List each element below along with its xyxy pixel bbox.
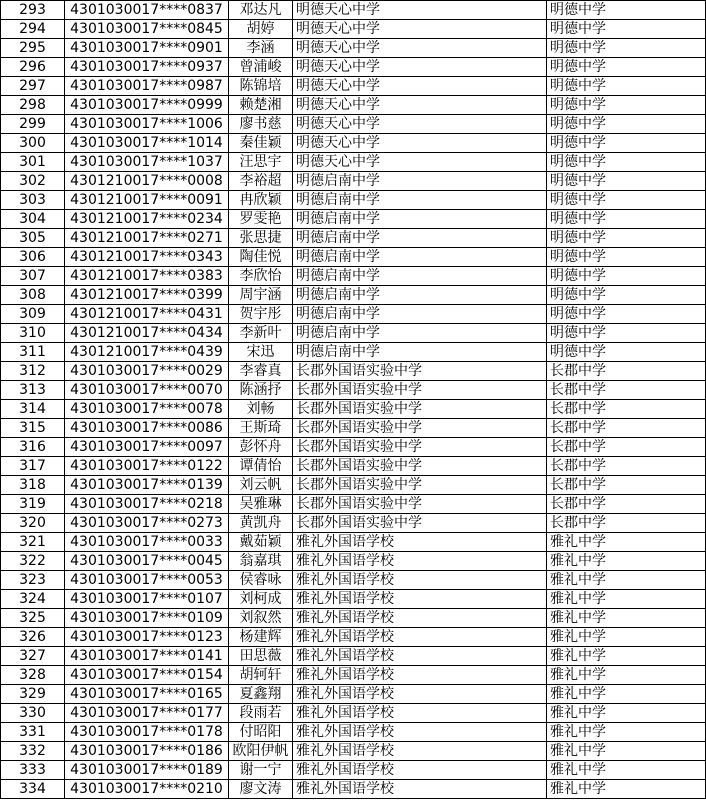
- row-number-cell: 330: [1, 704, 65, 723]
- origin-school-cell: 明德天心中学: [293, 153, 547, 172]
- origin-school-cell: 雅礼外国语学校: [293, 552, 547, 571]
- row-number-cell: 297: [1, 77, 65, 96]
- origin-school-cell: 明德启南中学: [293, 267, 547, 286]
- origin-school-cell: 明德天心中学: [293, 20, 547, 39]
- id-number-cell: 4301030017****0154: [65, 666, 229, 685]
- student-name-cell: 罗雯艳: [229, 210, 293, 229]
- student-name-cell: 刘畅: [229, 400, 293, 419]
- id-number-cell: 4301030017****1037: [65, 153, 229, 172]
- student-name-cell: 胡轲轩: [229, 666, 293, 685]
- table-row: [1, 552, 706, 571]
- table-row: [1, 419, 706, 438]
- student-name-cell: 侯睿咏: [229, 571, 293, 590]
- row-number-cell: 306: [1, 248, 65, 267]
- admitted-school-cell: 明德中学: [547, 77, 706, 96]
- table-row: [1, 514, 706, 533]
- admitted-school-cell: 雅礼中学: [547, 704, 706, 723]
- row-number-cell: 296: [1, 58, 65, 77]
- origin-school-cell: 雅礼外国语学校: [293, 685, 547, 704]
- row-number-cell: 329: [1, 685, 65, 704]
- origin-school-cell: 明德启南中学: [293, 343, 547, 362]
- admitted-school-cell: 长郡中学: [547, 419, 706, 438]
- origin-school-cell: 雅礼外国语学校: [293, 533, 547, 552]
- id-number-cell: 4301030017****0097: [65, 438, 229, 457]
- admitted-school-cell: 明德中学: [547, 58, 706, 77]
- student-name-cell: 谢一宁: [229, 761, 293, 780]
- student-name-cell: 李新叶: [229, 324, 293, 343]
- id-number-cell: 4301030017****0123: [65, 628, 229, 647]
- student-name-cell: 刘云帆: [229, 476, 293, 495]
- row-number-cell: 334: [1, 780, 65, 799]
- table-row: [1, 248, 706, 267]
- student-name-cell: 田思薇: [229, 647, 293, 666]
- admitted-school-cell: 雅礼中学: [547, 571, 706, 590]
- admitted-school-cell: 明德中学: [547, 286, 706, 305]
- id-number-cell: 4301030017****0210: [65, 780, 229, 799]
- origin-school-cell: 长郡外国语实验中学: [293, 362, 547, 381]
- student-name-cell: 欧阳伊帆: [229, 742, 293, 761]
- id-number-cell: 4301030017****0109: [65, 609, 229, 628]
- id-number-cell: 4301030017****0033: [65, 533, 229, 552]
- student-name-cell: 黄凯舟: [229, 514, 293, 533]
- row-number-cell: 332: [1, 742, 65, 761]
- origin-school-cell: 长郡外国语实验中学: [293, 381, 547, 400]
- origin-school-cell: 长郡外国语实验中学: [293, 400, 547, 419]
- table-row: [1, 590, 706, 609]
- origin-school-cell: 明德天心中学: [293, 39, 547, 58]
- table-row: [1, 20, 706, 39]
- row-number-cell: 323: [1, 571, 65, 590]
- id-number-cell: 4301030017****0070: [65, 381, 229, 400]
- admitted-school-cell: 雅礼中学: [547, 590, 706, 609]
- row-number-cell: 294: [1, 20, 65, 39]
- id-number-cell: 4301030017****0901: [65, 39, 229, 58]
- admitted-school-cell: 明德中学: [547, 20, 706, 39]
- id-number-cell: 4301210017****0343: [65, 248, 229, 267]
- table-row: [1, 324, 706, 343]
- student-name-cell: 曾浦峻: [229, 58, 293, 77]
- id-number-cell: 4301030017****0178: [65, 723, 229, 742]
- student-name-cell: 刘柯成: [229, 590, 293, 609]
- student-name-cell: 戴茹颖: [229, 533, 293, 552]
- id-number-cell: 4301030017****0987: [65, 77, 229, 96]
- table-row: [1, 1, 706, 20]
- origin-school-cell: 明德启南中学: [293, 248, 547, 267]
- row-number-cell: 311: [1, 343, 65, 362]
- admitted-school-cell: 明德中学: [547, 267, 706, 286]
- table-row: [1, 628, 706, 647]
- student-name-cell: 翁嘉琪: [229, 552, 293, 571]
- origin-school-cell: 雅礼外国语学校: [293, 704, 547, 723]
- origin-school-cell: 明德天心中学: [293, 96, 547, 115]
- id-number-cell: 4301030017****0053: [65, 571, 229, 590]
- id-number-cell: 4301210017****0383: [65, 267, 229, 286]
- student-name-cell: 贺宇彤: [229, 305, 293, 324]
- row-number-cell: 303: [1, 191, 65, 210]
- table-row: [1, 343, 706, 362]
- origin-school-cell: 明德启南中学: [293, 324, 547, 343]
- student-name-cell: 廖文涛: [229, 780, 293, 799]
- student-name-cell: 邓达凡: [229, 1, 293, 20]
- row-number-cell: 309: [1, 305, 65, 324]
- admitted-school-cell: 长郡中学: [547, 514, 706, 533]
- origin-school-cell: 长郡外国语实验中学: [293, 457, 547, 476]
- admitted-school-cell: 明德中学: [547, 343, 706, 362]
- admitted-school-cell: 长郡中学: [547, 495, 706, 514]
- id-number-cell: 4301030017****0107: [65, 590, 229, 609]
- table-body: [1, 1, 706, 799]
- origin-school-cell: 长郡外国语实验中学: [293, 419, 547, 438]
- table-row: [1, 381, 706, 400]
- origin-school-cell: 雅礼外国语学校: [293, 723, 547, 742]
- id-number-cell: 4301030017****0273: [65, 514, 229, 533]
- table-row: [1, 761, 706, 780]
- student-name-cell: 李欣怡: [229, 267, 293, 286]
- student-name-cell: 夏鑫翔: [229, 685, 293, 704]
- id-number-cell: 4301030017****0165: [65, 685, 229, 704]
- id-number-cell: 4301030017****0837: [65, 1, 229, 20]
- admitted-school-cell: 长郡中学: [547, 400, 706, 419]
- id-number-cell: 4301030017****0122: [65, 457, 229, 476]
- origin-school-cell: 雅礼外国语学校: [293, 780, 547, 799]
- id-number-cell: 4301210017****0271: [65, 229, 229, 248]
- student-name-cell: 王斯琦: [229, 419, 293, 438]
- table-row: [1, 191, 706, 210]
- table-row: [1, 533, 706, 552]
- row-number-cell: 314: [1, 400, 65, 419]
- origin-school-cell: 雅礼外国语学校: [293, 742, 547, 761]
- student-name-cell: 秦佳颖: [229, 134, 293, 153]
- admitted-school-cell: 明德中学: [547, 96, 706, 115]
- row-number-cell: 295: [1, 39, 65, 58]
- id-number-cell: 4301030017****0086: [65, 419, 229, 438]
- admitted-school-cell: 明德中学: [547, 305, 706, 324]
- id-number-cell: 4301210017****0431: [65, 305, 229, 324]
- table-row: [1, 210, 706, 229]
- row-number-cell: 315: [1, 419, 65, 438]
- student-name-cell: 刘叙然: [229, 609, 293, 628]
- table-row: [1, 134, 706, 153]
- row-number-cell: 312: [1, 362, 65, 381]
- admitted-school-cell: 明德中学: [547, 39, 706, 58]
- admitted-school-cell: 雅礼中学: [547, 609, 706, 628]
- student-name-cell: 汪思宇: [229, 153, 293, 172]
- row-number-cell: 301: [1, 153, 65, 172]
- row-number-cell: 310: [1, 324, 65, 343]
- row-number-cell: 307: [1, 267, 65, 286]
- id-number-cell: 4301030017****0078: [65, 400, 229, 419]
- row-number-cell: 298: [1, 96, 65, 115]
- row-number-cell: 300: [1, 134, 65, 153]
- id-number-cell: 4301210017****0439: [65, 343, 229, 362]
- row-number-cell: 327: [1, 647, 65, 666]
- table-row: [1, 115, 706, 134]
- table-row: [1, 229, 706, 248]
- admitted-school-cell: 明德中学: [547, 324, 706, 343]
- admitted-school-cell: 雅礼中学: [547, 552, 706, 571]
- id-number-cell: 4301030017****0045: [65, 552, 229, 571]
- id-number-cell: 4301210017****0399: [65, 286, 229, 305]
- student-name-cell: 胡婷: [229, 20, 293, 39]
- admitted-school-cell: 雅礼中学: [547, 533, 706, 552]
- row-number-cell: 331: [1, 723, 65, 742]
- table-row: [1, 609, 706, 628]
- origin-school-cell: 明德启南中学: [293, 286, 547, 305]
- student-name-cell: 陈涵抒: [229, 381, 293, 400]
- admitted-school-cell: 长郡中学: [547, 457, 706, 476]
- origin-school-cell: 雅礼外国语学校: [293, 647, 547, 666]
- admitted-school-cell: 雅礼中学: [547, 666, 706, 685]
- origin-school-cell: 明德天心中学: [293, 77, 547, 96]
- table-row: [1, 780, 706, 799]
- id-number-cell: 4301210017****0008: [65, 172, 229, 191]
- row-number-cell: 326: [1, 628, 65, 647]
- table-row: [1, 476, 706, 495]
- student-name-cell: 彭怀舟: [229, 438, 293, 457]
- student-name-cell: 冉欣颖: [229, 191, 293, 210]
- origin-school-cell: 明德启南中学: [293, 210, 547, 229]
- table-row: [1, 647, 706, 666]
- row-number-cell: 302: [1, 172, 65, 191]
- id-number-cell: 4301030017****0999: [65, 96, 229, 115]
- admitted-school-cell: 雅礼中学: [547, 723, 706, 742]
- admitted-school-cell: 明德中学: [547, 210, 706, 229]
- row-number-cell: 325: [1, 609, 65, 628]
- table-row: [1, 58, 706, 77]
- table-row: [1, 172, 706, 191]
- table-row: [1, 77, 706, 96]
- student-name-cell: 付昭阳: [229, 723, 293, 742]
- id-number-cell: 4301030017****0189: [65, 761, 229, 780]
- origin-school-cell: 长郡外国语实验中学: [293, 438, 547, 457]
- row-number-cell: 316: [1, 438, 65, 457]
- id-number-cell: 4301030017****0937: [65, 58, 229, 77]
- student-name-cell: 宋迅: [229, 343, 293, 362]
- table-row: [1, 400, 706, 419]
- student-name-cell: 谭倩怡: [229, 457, 293, 476]
- origin-school-cell: 明德天心中学: [293, 134, 547, 153]
- id-number-cell: 4301030017****0139: [65, 476, 229, 495]
- origin-school-cell: 雅礼外国语学校: [293, 590, 547, 609]
- admitted-school-cell: 雅礼中学: [547, 628, 706, 647]
- table-row: [1, 267, 706, 286]
- row-number-cell: 308: [1, 286, 65, 305]
- row-number-cell: 333: [1, 761, 65, 780]
- origin-school-cell: 雅礼外国语学校: [293, 571, 547, 590]
- row-number-cell: 299: [1, 115, 65, 134]
- admitted-school-cell: 长郡中学: [547, 362, 706, 381]
- admitted-school-cell: 雅礼中学: [547, 685, 706, 704]
- table-row: [1, 457, 706, 476]
- origin-school-cell: 雅礼外国语学校: [293, 628, 547, 647]
- table-row: [1, 96, 706, 115]
- admitted-school-cell: 雅礼中学: [547, 761, 706, 780]
- table-row: [1, 571, 706, 590]
- origin-school-cell: 明德启南中学: [293, 172, 547, 191]
- table-row: [1, 438, 706, 457]
- student-name-cell: 杨建辉: [229, 628, 293, 647]
- origin-school-cell: 明德天心中学: [293, 115, 547, 134]
- student-name-cell: 廖书慈: [229, 115, 293, 134]
- student-name-cell: 李裕超: [229, 172, 293, 191]
- table-row: [1, 723, 706, 742]
- id-number-cell: 4301030017****0186: [65, 742, 229, 761]
- student-name-cell: 赖楚湘: [229, 96, 293, 115]
- table-row: [1, 362, 706, 381]
- student-name-cell: 段雨若: [229, 704, 293, 723]
- student-name-cell: 吴雅琳: [229, 495, 293, 514]
- admitted-school-cell: 明德中学: [547, 172, 706, 191]
- admitted-school-cell: 长郡中学: [547, 381, 706, 400]
- table-row: [1, 666, 706, 685]
- admitted-school-cell: 雅礼中学: [547, 780, 706, 799]
- admitted-school-cell: 明德中学: [547, 1, 706, 20]
- table-row: [1, 704, 706, 723]
- id-number-cell: 4301210017****0091: [65, 191, 229, 210]
- table-row: [1, 685, 706, 704]
- admitted-school-cell: 明德中学: [547, 115, 706, 134]
- row-number-cell: 317: [1, 457, 65, 476]
- id-number-cell: 4301030017****1006: [65, 115, 229, 134]
- admitted-school-cell: 明德中学: [547, 229, 706, 248]
- student-name-cell: 李睿真: [229, 362, 293, 381]
- admitted-school-cell: 雅礼中学: [547, 647, 706, 666]
- origin-school-cell: 明德启南中学: [293, 305, 547, 324]
- student-name-cell: 陶佳悦: [229, 248, 293, 267]
- origin-school-cell: 明德启南中学: [293, 191, 547, 210]
- id-number-cell: 4301030017****0141: [65, 647, 229, 666]
- table-row: [1, 742, 706, 761]
- row-number-cell: 293: [1, 1, 65, 20]
- row-number-cell: 313: [1, 381, 65, 400]
- id-number-cell: 4301210017****0434: [65, 324, 229, 343]
- admitted-school-cell: 明德中学: [547, 153, 706, 172]
- row-number-cell: 322: [1, 552, 65, 571]
- origin-school-cell: 长郡外国语实验中学: [293, 495, 547, 514]
- student-name-cell: 张思捷: [229, 229, 293, 248]
- admitted-school-cell: 长郡中学: [547, 438, 706, 457]
- row-number-cell: 320: [1, 514, 65, 533]
- admitted-school-cell: 明德中学: [547, 134, 706, 153]
- admitted-school-cell: 长郡中学: [547, 476, 706, 495]
- row-number-cell: 328: [1, 666, 65, 685]
- id-number-cell: 4301030017****0218: [65, 495, 229, 514]
- table-row: [1, 39, 706, 58]
- admitted-school-cell: 明德中学: [547, 248, 706, 267]
- row-number-cell: 305: [1, 229, 65, 248]
- table-row: [1, 305, 706, 324]
- admitted-school-cell: 雅礼中学: [547, 742, 706, 761]
- id-number-cell: 4301030017****0177: [65, 704, 229, 723]
- origin-school-cell: 长郡外国语实验中学: [293, 476, 547, 495]
- student-name-cell: 周宇涵: [229, 286, 293, 305]
- origin-school-cell: 明德启南中学: [293, 229, 547, 248]
- origin-school-cell: 雅礼外国语学校: [293, 609, 547, 628]
- id-number-cell: 4301210017****0234: [65, 210, 229, 229]
- row-number-cell: 321: [1, 533, 65, 552]
- origin-school-cell: 明德天心中学: [293, 1, 547, 20]
- student-name-cell: 陈锦培: [229, 77, 293, 96]
- table-row: [1, 495, 706, 514]
- origin-school-cell: 明德天心中学: [293, 58, 547, 77]
- id-number-cell: 4301030017****0029: [65, 362, 229, 381]
- row-number-cell: 319: [1, 495, 65, 514]
- origin-school-cell: 长郡外国语实验中学: [293, 514, 547, 533]
- table-row: [1, 286, 706, 305]
- row-number-cell: 304: [1, 210, 65, 229]
- origin-school-cell: 雅礼外国语学校: [293, 666, 547, 685]
- row-number-cell: 324: [1, 590, 65, 609]
- origin-school-cell: 雅礼外国语学校: [293, 761, 547, 780]
- id-number-cell: 4301030017****0845: [65, 20, 229, 39]
- student-name-cell: 李涵: [229, 39, 293, 58]
- table-row: [1, 153, 706, 172]
- row-number-cell: 318: [1, 476, 65, 495]
- admitted-school-cell: 明德中学: [547, 191, 706, 210]
- id-number-cell: 4301030017****1014: [65, 134, 229, 153]
